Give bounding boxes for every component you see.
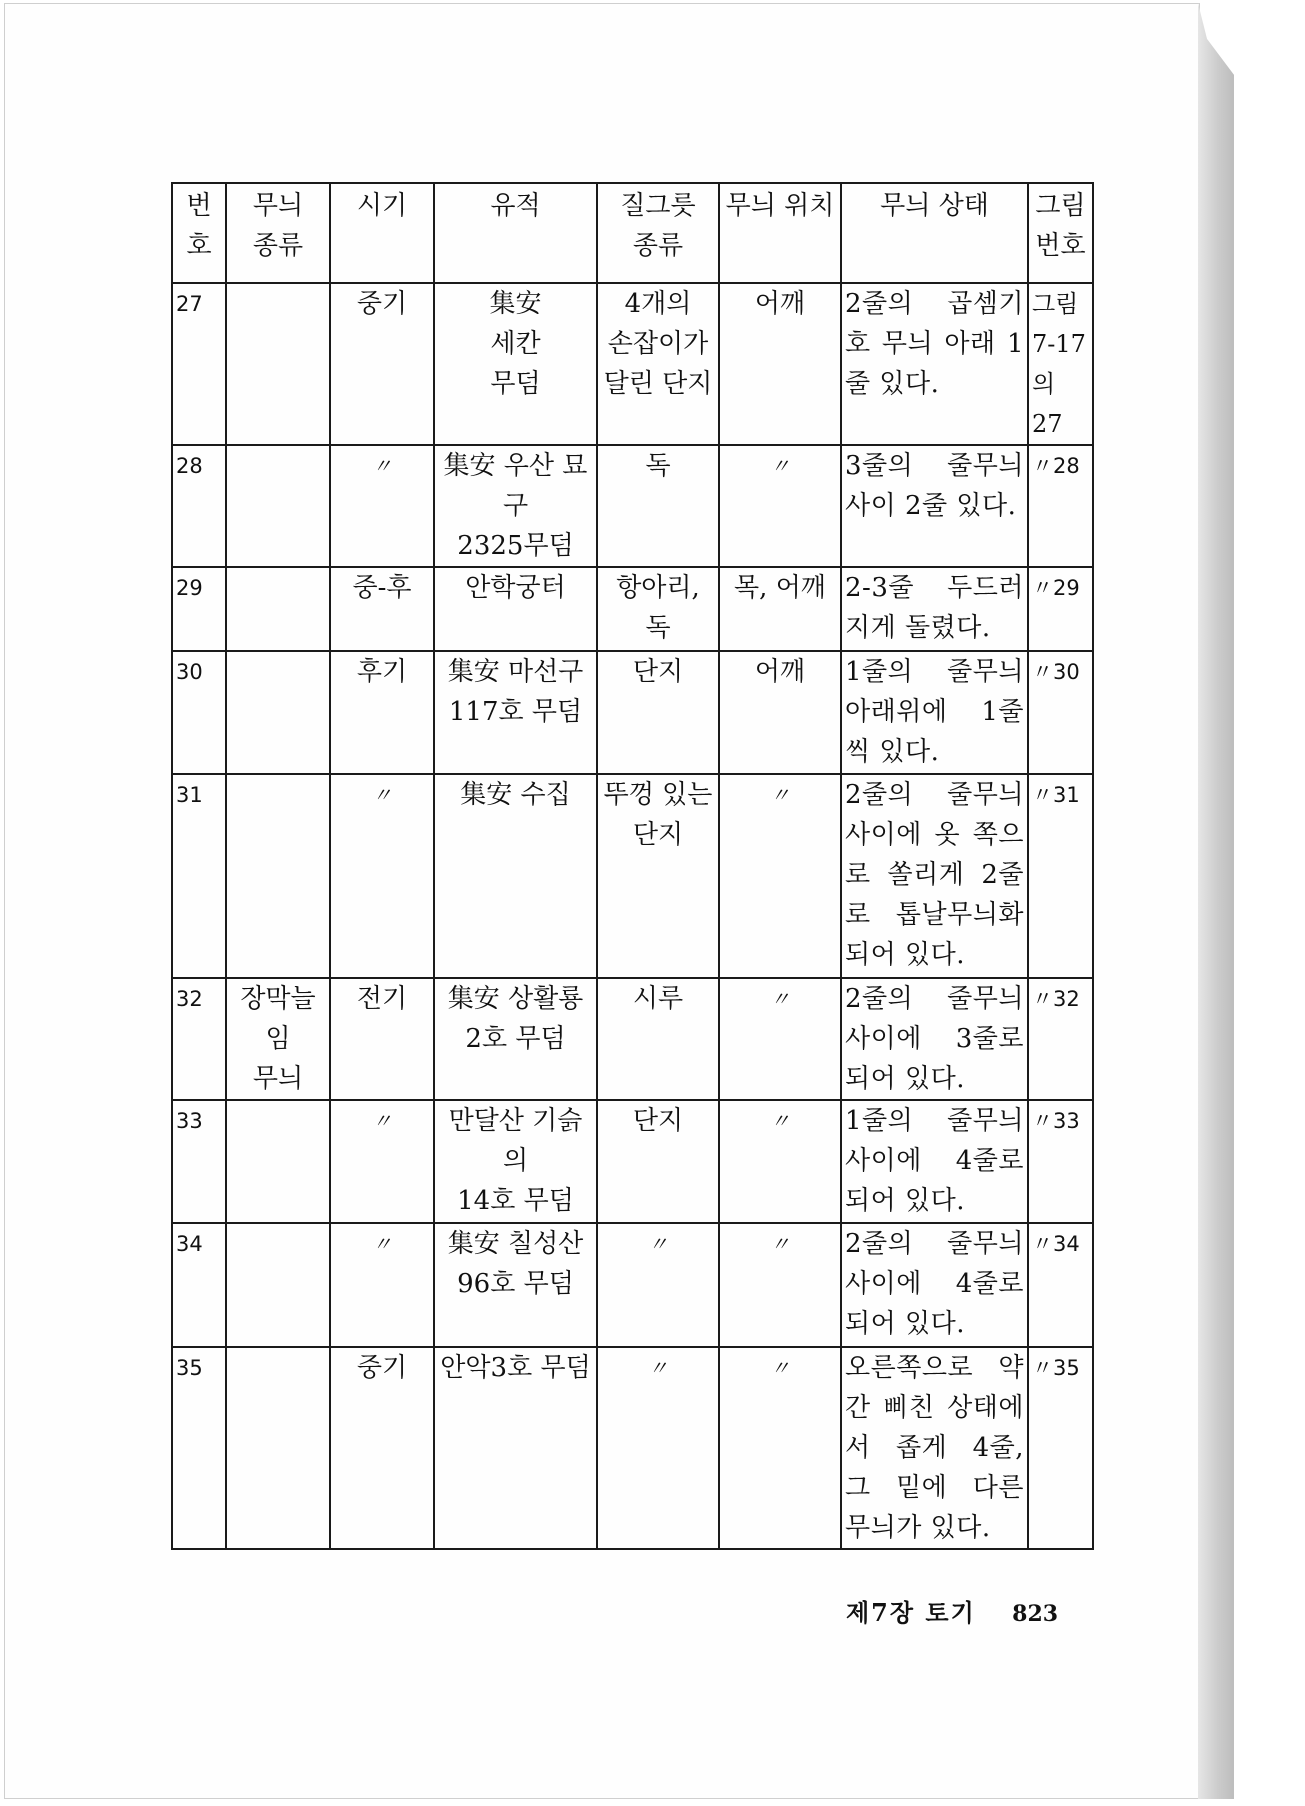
table-row — [172, 445, 1093, 567]
cell-vessel: 〃 — [597, 1223, 719, 1347]
cell-figure: 〃34 — [1028, 1223, 1093, 1347]
cell-number: 31 — [172, 774, 226, 978]
header-number: 번호 — [172, 183, 226, 283]
cell-position: 목, 어깨 — [719, 567, 841, 651]
cell-pattern-type — [226, 567, 330, 651]
cell-period: 〃 — [330, 774, 434, 978]
cell-pattern-type — [226, 1100, 330, 1223]
cell-state: 오른쪽으로 약간 삐친 상태에서 좁게 4줄, 그 밑에 다른 무늬가 있다. — [841, 1347, 1028, 1549]
cell-position: 〃 — [719, 1347, 841, 1549]
cell-number: 33 — [172, 1100, 226, 1223]
table-header-row — [172, 183, 1093, 283]
pattern-table — [171, 182, 1094, 1550]
cell-vessel: 시루 — [597, 978, 719, 1100]
cell-vessel: 뚜껑 있는 단지 — [597, 774, 719, 978]
header-site: 유적 — [434, 183, 597, 283]
header-pattern-position: 무늬 위치 — [719, 183, 841, 283]
table-row — [172, 567, 1093, 651]
cell-number: 28 — [172, 445, 226, 567]
cell-period: 전기 — [330, 978, 434, 1100]
header-pattern-state: 무늬 상태 — [841, 183, 1028, 283]
cell-site: 만달산 기슭의 14호 무덤 — [434, 1100, 597, 1223]
cell-vessel: 〃 — [597, 1347, 719, 1549]
cell-figure: 〃31 — [1028, 774, 1093, 978]
cell-pattern-type — [226, 651, 330, 774]
cell-vessel: 4개의 손잡이가 달린 단지 — [597, 283, 719, 445]
cell-state: 2줄의 줄무늬 사이에 4줄로 되어 있다. — [841, 1223, 1028, 1347]
cell-position: 〃 — [719, 1100, 841, 1223]
header-figure-number — [1028, 183, 1093, 283]
cell-state: 2-3줄 두드러지게 돌렸다. — [841, 567, 1028, 651]
cell-vessel: 단지 — [597, 1100, 719, 1223]
cell-number: 32 — [172, 978, 226, 1100]
header-vessel-type-text: 질그릇 종류 — [620, 191, 696, 261]
table-row — [172, 978, 1093, 1100]
cell-state: 2줄의 줄무늬 사이에 3줄로 되어 있다. — [841, 978, 1028, 1100]
cell-period: 중기 — [330, 283, 434, 445]
header-figure-number-text: 그림 번호 — [1035, 191, 1086, 261]
cell-period: 후기 — [330, 651, 434, 774]
table-row — [172, 1100, 1093, 1223]
table-row — [172, 283, 1093, 445]
cell-number: 29 — [172, 567, 226, 651]
cell-pattern-type — [226, 445, 330, 567]
cell-site: 안악3호 무덤 — [434, 1347, 597, 1549]
cell-state: 2줄의 줄무늬 사이에 옷 쪽으로 쏠리게 2줄로 톱날무늬화 되어 있다. — [841, 774, 1028, 978]
header-pattern-type — [226, 183, 330, 283]
cell-position: 〃 — [719, 774, 841, 978]
page-footer — [846, 1593, 1058, 1628]
table-row — [172, 651, 1093, 774]
cell-period: 중-후 — [330, 567, 434, 651]
cell-period: 〃 — [330, 445, 434, 567]
cell-number: 35 — [172, 1347, 226, 1549]
cell-period: 중기 — [330, 1347, 434, 1549]
cell-state: 1줄의 줄무늬 아래위에 1줄씩 있다. — [841, 651, 1028, 774]
table-row — [172, 774, 1093, 978]
cell-pattern-type — [226, 1347, 330, 1549]
cell-pattern-type — [226, 1223, 330, 1347]
header-vessel-type — [597, 183, 719, 283]
cell-pattern-type: 장막늘임 무늬 — [226, 978, 330, 1100]
cell-site: 안학궁터 — [434, 567, 597, 651]
cell-site: 集安 칠성산 96호 무덤 — [434, 1223, 597, 1347]
cell-figure: 〃35 — [1028, 1347, 1093, 1549]
cell-site: 集安 세칸 무덤 — [434, 283, 597, 445]
cell-position: 〃 — [719, 978, 841, 1100]
cell-site: 集安 상활룡 2호 무덤 — [434, 978, 597, 1100]
cell-site: 集安 마선구 117호 무덤 — [434, 651, 597, 774]
cell-state: 3줄의 줄무늬 사이 2줄 있다. — [841, 445, 1028, 567]
cell-position: 〃 — [719, 1223, 841, 1347]
cell-vessel: 항아리, 독 — [597, 567, 719, 651]
cell-figure: 그림 7-17 의 27 — [1028, 283, 1093, 445]
cell-position: 〃 — [719, 445, 841, 567]
cell-figure: 〃28 — [1028, 445, 1093, 567]
cell-state: 2줄의 곱셈기호 무늬 아래 1줄 있다. — [841, 283, 1028, 445]
cell-number: 34 — [172, 1223, 226, 1347]
cell-pattern-type — [226, 283, 330, 445]
cell-state: 1줄의 줄무늬 사이에 4줄로 되어 있다. — [841, 1100, 1028, 1223]
cell-number: 27 — [172, 283, 226, 445]
cell-vessel: 독 — [597, 445, 719, 567]
cell-period: 〃 — [330, 1100, 434, 1223]
cell-figure: 〃30 — [1028, 651, 1093, 774]
cell-pattern-type — [226, 774, 330, 978]
page-edge-shadow — [1198, 3, 1234, 1799]
cell-position: 어깨 — [719, 283, 841, 445]
cell-position: 어깨 — [719, 651, 841, 774]
cell-number: 30 — [172, 651, 226, 774]
table-row — [172, 1223, 1093, 1347]
cell-site: 集安 우산 묘구 2325무덤 — [434, 445, 597, 567]
table-row — [172, 1347, 1093, 1549]
cell-figure: 〃29 — [1028, 567, 1093, 651]
cell-figure: 〃33 — [1028, 1100, 1093, 1223]
cell-figure: 〃32 — [1028, 978, 1093, 1100]
cell-vessel: 단지 — [597, 651, 719, 774]
cell-site: 集安 수집 — [434, 774, 597, 978]
cell-period: 〃 — [330, 1223, 434, 1347]
page-number: 823 — [1012, 1601, 1059, 1627]
header-period: 시기 — [330, 183, 434, 283]
header-pattern-type-text: 무늬 종류 — [252, 191, 304, 261]
chapter-title: 제7장 토기 — [846, 1598, 976, 1627]
